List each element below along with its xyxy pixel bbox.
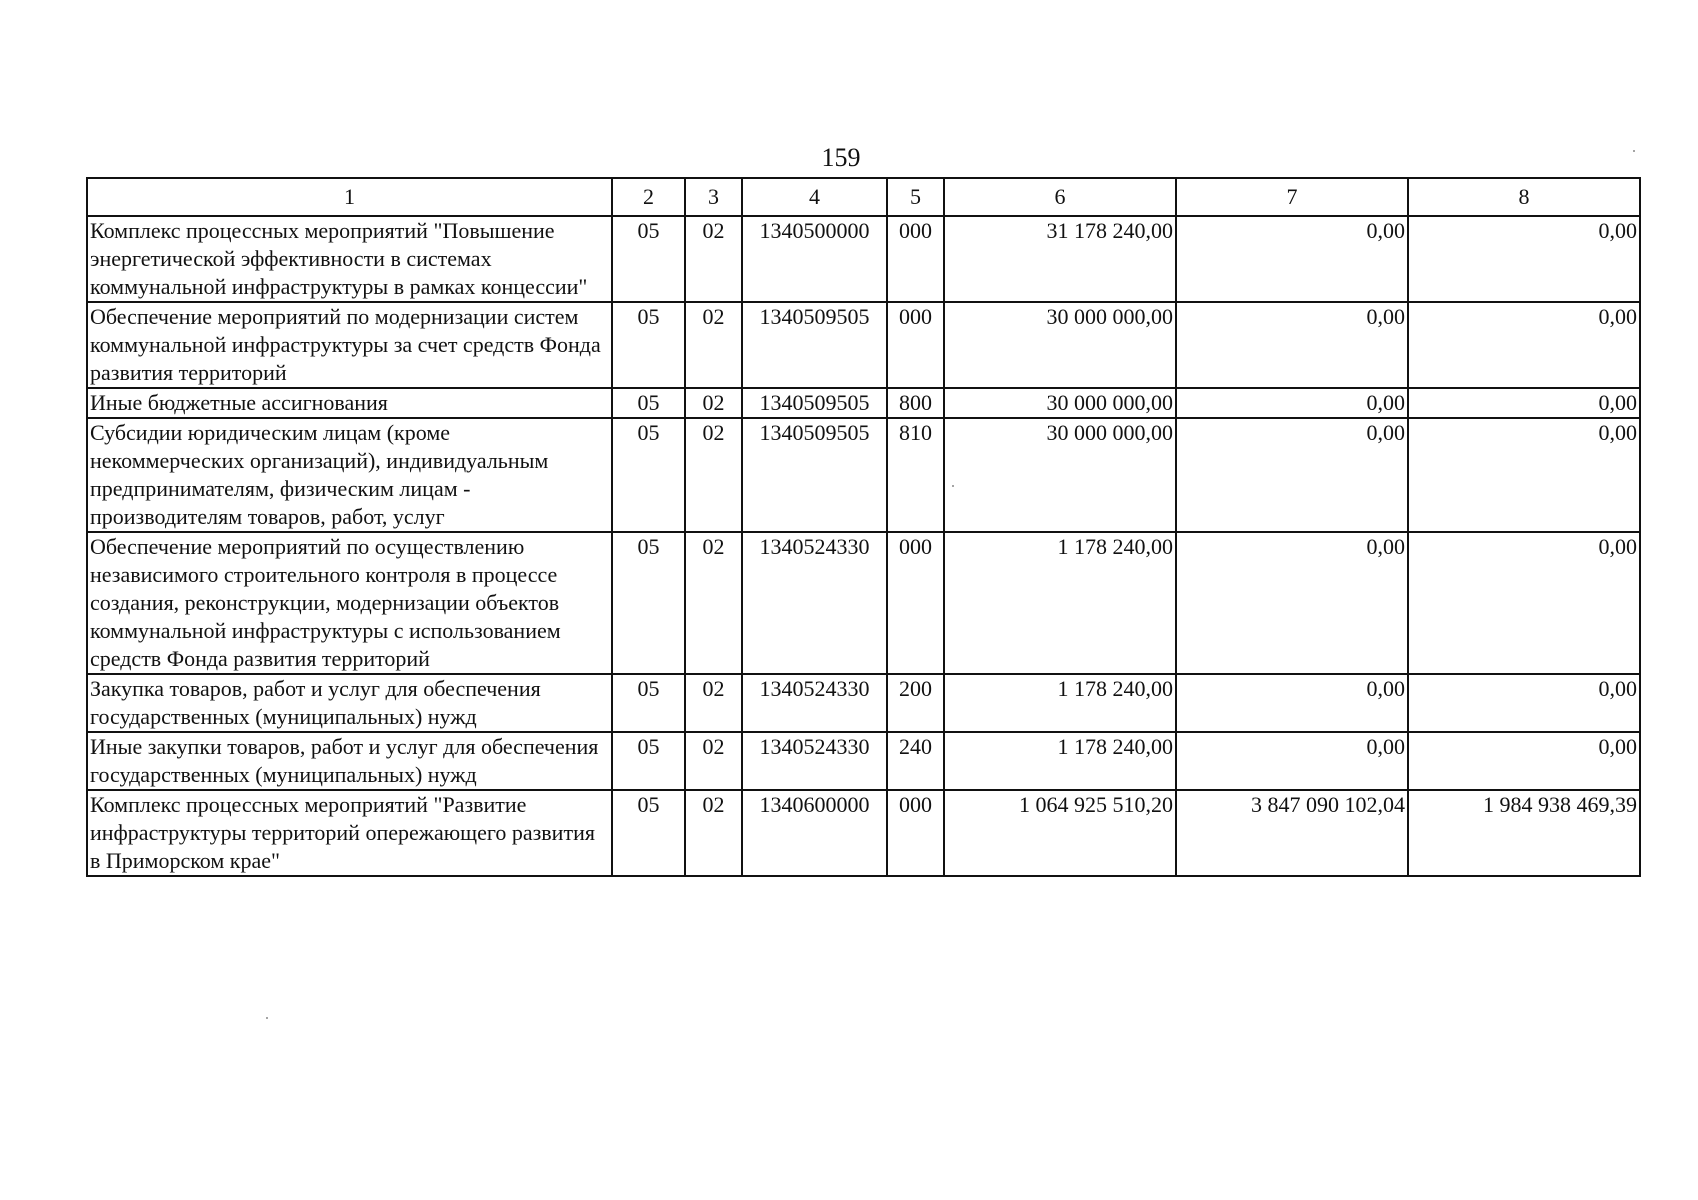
budget-table	[86, 177, 1641, 877]
row-amount-7: 0,00	[1176, 216, 1408, 302]
row-target-article: 1340500000	[742, 216, 887, 302]
row-section: 05	[612, 732, 685, 790]
row-expense-type: 200	[887, 674, 944, 732]
table-row	[87, 732, 1640, 790]
header-col-7: 7	[1176, 178, 1408, 216]
row-name: Иные бюджетные ассигнования	[87, 388, 612, 418]
row-target-article: 1340509505	[742, 418, 887, 532]
row-subsection: 02	[685, 302, 742, 388]
table-row	[87, 790, 1640, 876]
row-subsection: 02	[685, 532, 742, 674]
row-target-article: 1340524330	[742, 674, 887, 732]
row-section: 05	[612, 790, 685, 876]
row-section: 05	[612, 302, 685, 388]
row-expense-type: 800	[887, 388, 944, 418]
row-subsection: 02	[685, 388, 742, 418]
row-amount-7: 0,00	[1176, 388, 1408, 418]
table-row	[87, 674, 1640, 732]
row-amount-6: 30 000 000,00	[944, 418, 1176, 532]
row-name: Иные закупки товаров, работ и услуг для обеспечения государственных (муниципальных) нужд	[87, 732, 612, 790]
row-expense-type: 810	[887, 418, 944, 532]
scan-speck	[266, 1017, 268, 1019]
header-col-3: 3	[685, 178, 742, 216]
row-amount-8: 0,00	[1408, 216, 1640, 302]
row-name: Субсидии юридическим лицам (кроме некоммерческих организаций), индивидуальным предпринимателям, физическим лицам - производителям товаров, работ, услуг	[87, 418, 612, 532]
row-amount-6: 30 000 000,00	[944, 388, 1176, 418]
header-col-2: 2	[612, 178, 685, 216]
row-amount-8: 0,00	[1408, 674, 1640, 732]
row-section: 05	[612, 532, 685, 674]
row-subsection: 02	[685, 790, 742, 876]
row-amount-7: 0,00	[1176, 302, 1408, 388]
scan-speck	[952, 485, 954, 487]
row-subsection: 02	[685, 216, 742, 302]
row-amount-8: 0,00	[1408, 732, 1640, 790]
header-col-5: 5	[887, 178, 944, 216]
row-expense-type: 000	[887, 216, 944, 302]
row-target-article: 1340509505	[742, 302, 887, 388]
row-amount-7: 0,00	[1176, 732, 1408, 790]
row-expense-type: 000	[887, 302, 944, 388]
row-amount-7: 0,00	[1176, 418, 1408, 532]
row-amount-8: 1 984 938 469,39	[1408, 790, 1640, 876]
row-amount-6: 31 178 240,00	[944, 216, 1176, 302]
row-section: 05	[612, 418, 685, 532]
header-col-6: 6	[944, 178, 1176, 216]
table-header-row	[87, 178, 1640, 216]
header-col-4: 4	[742, 178, 887, 216]
table-row	[87, 532, 1640, 674]
row-expense-type: 240	[887, 732, 944, 790]
row-name: Комплекс процессных мероприятий "Повышение энергетической эффективности в системах коммунальной инфраструктуры в рамках концессии"	[87, 216, 612, 302]
table-row	[87, 216, 1640, 302]
table-row	[87, 388, 1640, 418]
table-row	[87, 302, 1640, 388]
row-amount-7: 3 847 090 102,04	[1176, 790, 1408, 876]
row-amount-8: 0,00	[1408, 418, 1640, 532]
table-row	[87, 418, 1640, 532]
row-amount-8: 0,00	[1408, 532, 1640, 674]
row-subsection: 02	[685, 418, 742, 532]
page-number: 159	[821, 143, 861, 172]
row-subsection: 02	[685, 674, 742, 732]
row-expense-type: 000	[887, 790, 944, 876]
row-name: Комплекс процессных мероприятий "Развитие инфраструктуры территорий опережающего развития в Приморском крае"	[87, 790, 612, 876]
row-section: 05	[612, 674, 685, 732]
row-name: Закупка товаров, работ и услуг для обеспечения государственных (муниципальных) нужд	[87, 674, 612, 732]
row-target-article: 1340509505	[742, 388, 887, 418]
row-amount-7: 0,00	[1176, 532, 1408, 674]
scan-speck	[1633, 150, 1635, 152]
row-amount-6: 1 178 240,00	[944, 532, 1176, 674]
row-subsection: 02	[685, 732, 742, 790]
header-col-8: 8	[1408, 178, 1640, 216]
row-target-article: 1340600000	[742, 790, 887, 876]
row-amount-6: 1 178 240,00	[944, 674, 1176, 732]
row-amount-6: 1 178 240,00	[944, 732, 1176, 790]
row-amount-7: 0,00	[1176, 674, 1408, 732]
row-expense-type: 000	[887, 532, 944, 674]
row-target-article: 1340524330	[742, 532, 887, 674]
row-name: Обеспечение мероприятий по осуществлению независимого строительного контроля в процессе создания, реконструкции, модернизации объектов коммунальной инфраструктуры с использованием средств Фонда развития территорий	[87, 532, 612, 674]
row-amount-6: 30 000 000,00	[944, 302, 1176, 388]
row-section: 05	[612, 388, 685, 418]
row-target-article: 1340524330	[742, 732, 887, 790]
row-section: 05	[612, 216, 685, 302]
row-amount-6: 1 064 925 510,20	[944, 790, 1176, 876]
row-amount-8: 0,00	[1408, 388, 1640, 418]
row-name: Обеспечение мероприятий по модернизации систем коммунальной инфраструктуры за счет средств Фонда развития территорий	[87, 302, 612, 388]
header-col-1: 1	[87, 178, 612, 216]
row-amount-8: 0,00	[1408, 302, 1640, 388]
